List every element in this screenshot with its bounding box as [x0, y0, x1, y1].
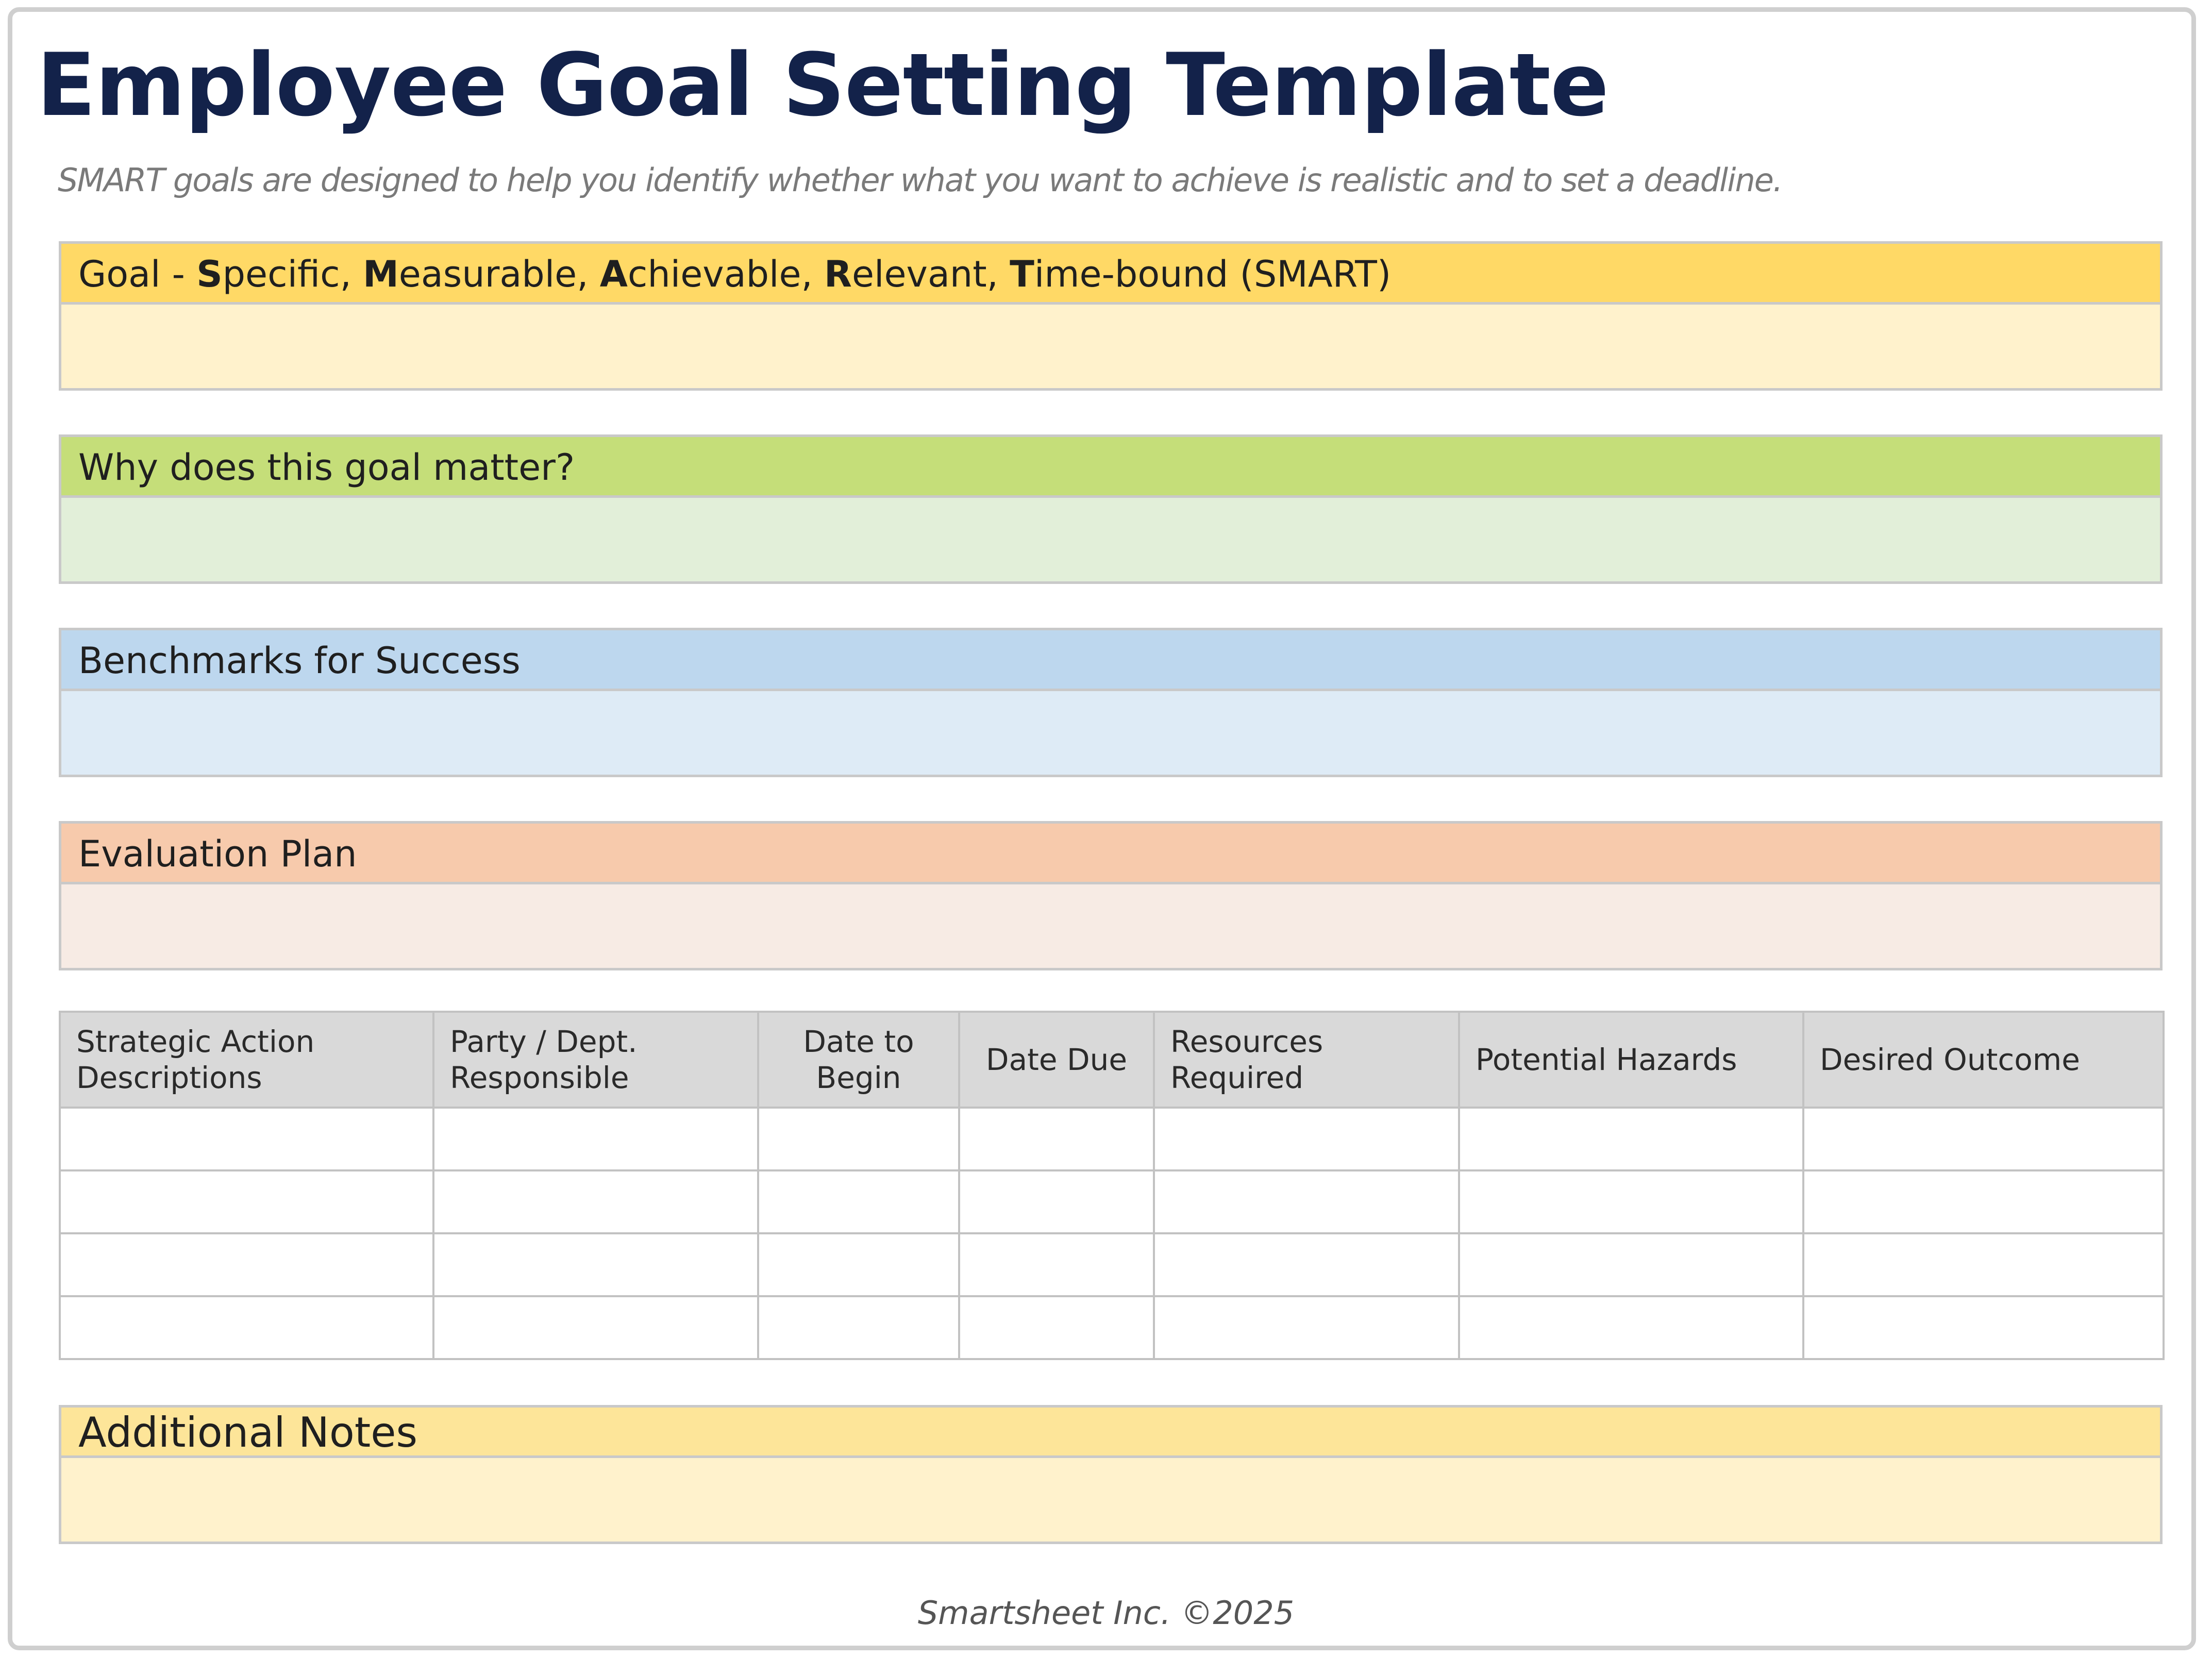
column-header-line: Responsible: [450, 1060, 629, 1095]
evaluation-section-header: Evaluation Plan: [61, 824, 2160, 884]
table-cell[interactable]: [1803, 1296, 2164, 1359]
column-header-line: Desired Outcome: [1820, 1042, 2080, 1077]
column-header-party-responsible: [433, 1012, 758, 1108]
table-cell[interactable]: [60, 1108, 433, 1170]
column-header-date-to-begin: [758, 1012, 959, 1108]
table-cell[interactable]: [1154, 1233, 1459, 1296]
table-cell[interactable]: [433, 1233, 758, 1296]
page-title: Employee Goal Setting Template: [37, 35, 1608, 136]
table-cell[interactable]: [758, 1233, 959, 1296]
table-cell[interactable]: [433, 1170, 758, 1233]
table-cell[interactable]: [1803, 1108, 2164, 1170]
goal-input-area[interactable]: [61, 305, 2160, 388]
column-header-line: Begin: [816, 1060, 901, 1095]
action-plan-table: [59, 1011, 2165, 1360]
table-cell[interactable]: [1803, 1170, 2164, 1233]
table-cell[interactable]: [1459, 1296, 1803, 1359]
column-header-potential-hazards: [1459, 1012, 1803, 1108]
table-cell[interactable]: [433, 1296, 758, 1359]
goal-section-header: [61, 244, 2160, 305]
table-cell[interactable]: [1154, 1108, 1459, 1170]
table-cell[interactable]: [959, 1233, 1154, 1296]
column-header-line: Resources: [1170, 1024, 1323, 1059]
table-cell[interactable]: [433, 1108, 758, 1170]
goal-header-text: chievable,: [627, 253, 825, 295]
evaluation-input-area[interactable]: [61, 884, 2160, 968]
table-cell[interactable]: [1459, 1170, 1803, 1233]
table-cell[interactable]: [1459, 1233, 1803, 1296]
goal-header-text: Goal -: [78, 253, 197, 295]
table-cell[interactable]: [758, 1170, 959, 1233]
table-row: [60, 1296, 2164, 1359]
page-subtitle: SMART goals are designed to help you identify whether what you want to achieve is realistic and to set a deadline.: [58, 161, 1782, 199]
notes-section-header: Additional Notes: [61, 1408, 2160, 1458]
column-header-resources-required: [1154, 1012, 1459, 1108]
goal-header-text: ime-bound (SMART): [1034, 253, 1392, 295]
goal-header-letter-s: S: [196, 253, 223, 295]
why-section: [59, 434, 2163, 584]
table-row: [60, 1170, 2164, 1233]
column-header-line: Date to: [803, 1024, 914, 1059]
footer-copyright: Smartsheet Inc. ©2025: [917, 1594, 1295, 1632]
goal-header-letter-a: A: [599, 253, 628, 295]
column-header-line: Party / Dept.: [450, 1024, 638, 1059]
notes-input-area[interactable]: [61, 1458, 2160, 1542]
table-cell[interactable]: [758, 1296, 959, 1359]
goal-header-text: elevant,: [851, 253, 1010, 295]
table-cell[interactable]: [959, 1296, 1154, 1359]
table-cell[interactable]: [758, 1108, 959, 1170]
goal-section: [59, 241, 2163, 391]
why-input-area[interactable]: [61, 498, 2160, 581]
goal-header-letter-r: R: [824, 253, 852, 295]
table-cell[interactable]: [1803, 1233, 2164, 1296]
column-header-line: Date Due: [985, 1042, 1128, 1077]
table-cell[interactable]: [1154, 1296, 1459, 1359]
why-section-header: Why does this goal matter?: [61, 437, 2160, 498]
evaluation-section: [59, 821, 2163, 970]
column-header-line: Strategic Action: [76, 1024, 315, 1059]
goal-header-letter-t: T: [1010, 253, 1034, 295]
column-header-line: Required: [1170, 1060, 1304, 1095]
table-cell[interactable]: [60, 1296, 433, 1359]
table-row: [60, 1233, 2164, 1296]
goal-header-text: pecific,: [222, 253, 363, 295]
benchmarks-section-header: Benchmarks for Success: [61, 630, 2160, 691]
benchmarks-input-area[interactable]: [61, 691, 2160, 775]
goal-header-letter-m: M: [363, 253, 399, 295]
column-header-desired-outcome: [1803, 1012, 2164, 1108]
notes-section: [59, 1405, 2163, 1544]
table-row: [60, 1108, 2164, 1170]
table-cell[interactable]: [1459, 1108, 1803, 1170]
table-cell[interactable]: [1154, 1170, 1459, 1233]
column-header-line: Descriptions: [76, 1060, 262, 1095]
table-cell[interactable]: [959, 1108, 1154, 1170]
column-header-date-due: [959, 1012, 1154, 1108]
table-header-row: [60, 1012, 2164, 1108]
benchmarks-section: [59, 628, 2163, 777]
table-cell[interactable]: [959, 1170, 1154, 1233]
table-cell[interactable]: [60, 1233, 433, 1296]
column-header-strategic-action: [60, 1012, 433, 1108]
goal-header-text: easurable,: [398, 253, 600, 295]
table-cell[interactable]: [60, 1170, 433, 1233]
column-header-line: Potential Hazards: [1476, 1042, 1737, 1077]
